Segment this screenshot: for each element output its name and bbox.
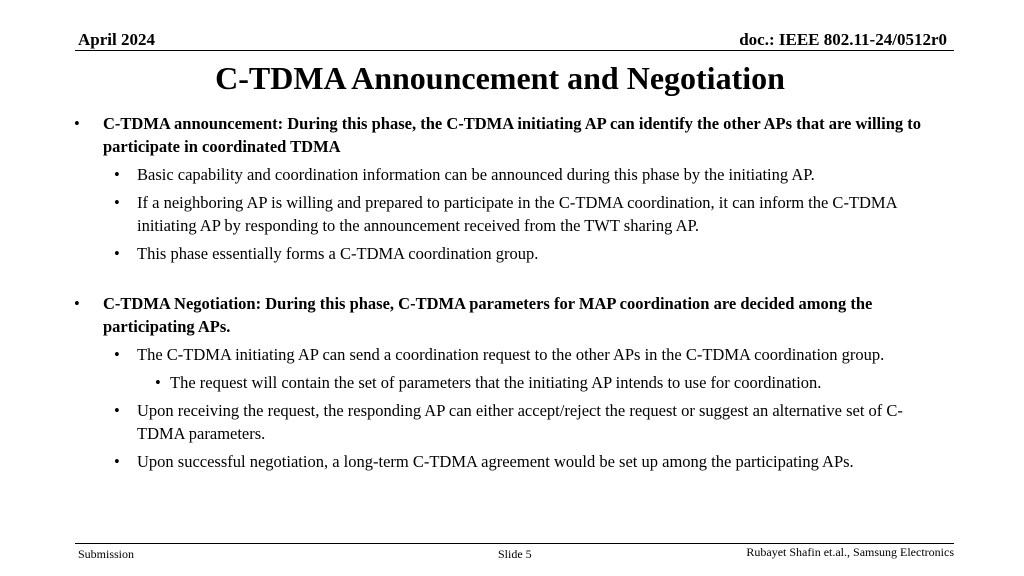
bullet-text: C-TDMA Negotiation: During this phase, C-TDMA parameters for MAP coordination are decided among the participating APs. (103, 294, 873, 336)
sub-bullet (70, 450, 950, 473)
bullet-dot: • (114, 345, 120, 364)
bullet-dot: • (114, 165, 120, 184)
bullet-dot: • (114, 452, 120, 471)
sub-bullet (70, 343, 950, 366)
bullet-dot: • (114, 193, 120, 212)
sub-bullet (70, 399, 950, 445)
sub-bullet (70, 191, 950, 237)
sub-bullet-text: The C-TDMA initiating AP can send a coordination request to the other APs in the C-TDMA coordination group. (137, 345, 885, 364)
bullet-dot: • (74, 294, 80, 313)
footer-slide-number: Slide 5 (498, 547, 532, 561)
sub-bullet-text: Basic capability and coordination information can be announced during this phase by the initiating AP. (137, 165, 815, 184)
footer-divider (75, 543, 954, 544)
sub-bullet-text: This phase essentially forms a C-TDMA coordination group. (137, 244, 539, 263)
sub-sub-bullet-text: The request will contain the set of parameters that the initiating AP intends to use for coordination. (170, 373, 822, 392)
sub-bullet (70, 242, 950, 265)
bullet-announcement (70, 112, 950, 158)
sub-sub-bullet (70, 371, 950, 394)
slide-content (70, 112, 950, 473)
sub-bullet (70, 163, 950, 186)
bullet-text: C-TDMA announcement: During this phase, the C-TDMA initiating AP can identify the other APs that are willing to participate in coordinated TDMA (103, 114, 921, 156)
sub-bullet-text: Upon successful negotiation, a long-term C-TDMA agreement would be set up among the participating APs. (137, 452, 854, 471)
section-gap (70, 265, 950, 292)
header-divider (75, 50, 954, 51)
bullet-negotiation (70, 292, 950, 338)
bullet-dot: • (74, 114, 80, 133)
bullet-dot: • (114, 244, 120, 263)
footer-author: Rubayet Shafin et.al., Samsung Electronics (746, 545, 954, 559)
bullet-dot: • (114, 401, 120, 420)
bullet-dot: • (155, 373, 161, 392)
header-date: April 2024 (78, 30, 155, 49)
slide-title: C-TDMA Announcement and Negotiation (215, 60, 785, 96)
footer-submission: Submission (78, 547, 135, 561)
header-doc-id: doc.: IEEE 802.11-24/0512r0 (739, 30, 947, 49)
sub-bullet-text: Upon receiving the request, the responding AP can either accept/reject the request or suggest an alternative set of C-TDMA parameters. (137, 401, 903, 443)
sub-bullet-text: If a neighboring AP is willing and prepared to participate in the C-TDMA coordination, it can inform the C-TDMA initiating AP by responding to the announcement received from the TWT sharing AP. (137, 193, 897, 235)
